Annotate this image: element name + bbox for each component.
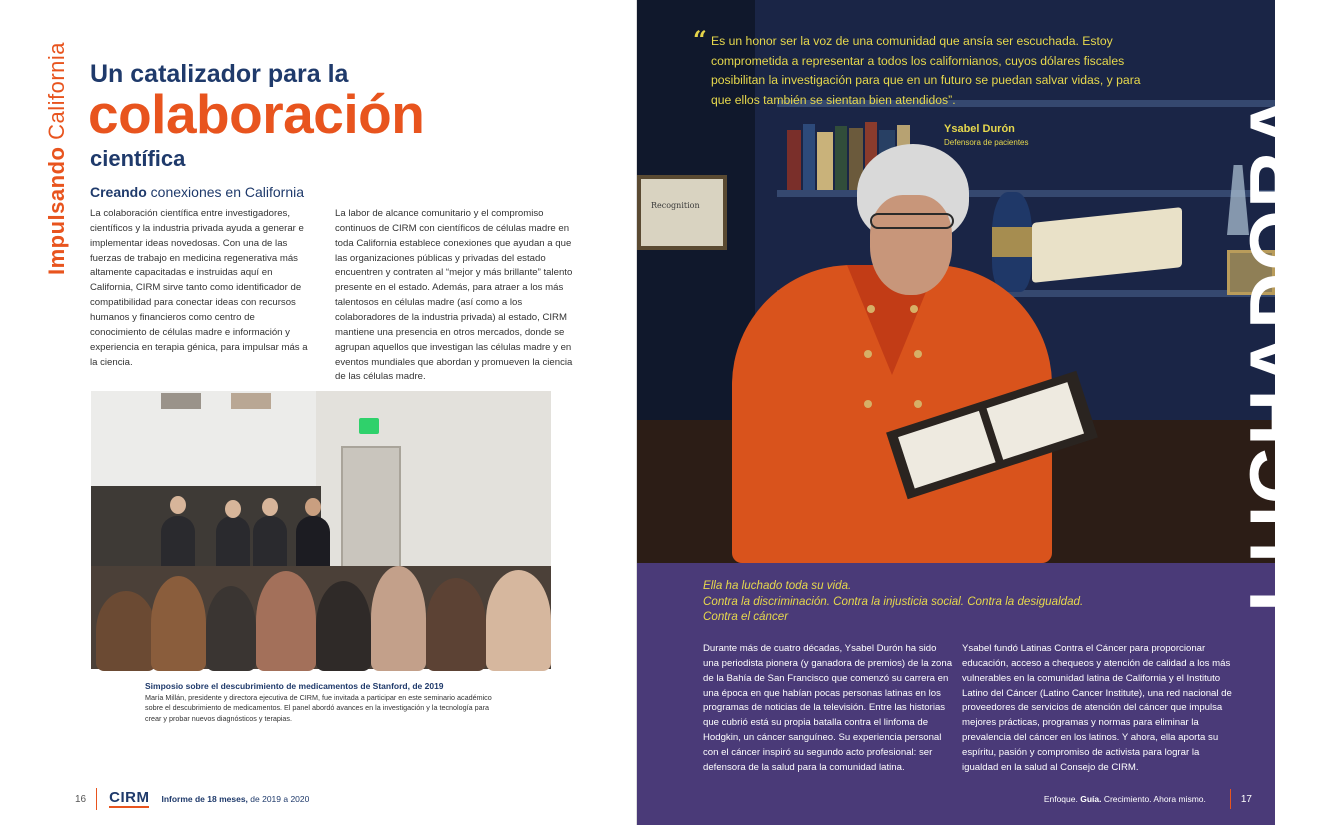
photo-audience-member <box>316 581 371 671</box>
photo-audience-member <box>206 586 256 671</box>
story-column-2: Ysabel fundó Latinas Contra el Cáncer para proporcionar educación, acceso a chequeos y atención de calidad a los más vulnerables en la comunidad latina de California y el Instituto Latino del Cáncer (Latino Cancer Institute), una red nacional de proveedores de servicios de atención del cáncer que impulsa mejores prácticas, programas y normas para eliminar la prevalencia del cáncer en los latinos. Y ahora, ella aporta su espíritu, pasión y compromiso de activista para lograr la igualdad en la salud al Consejo de CIRM. <box>962 643 1232 773</box>
jacket-button <box>864 350 872 358</box>
photo-screen-thumbnail <box>231 393 271 409</box>
side-label-bold: Impulsando <box>44 146 69 275</box>
photo-projection-screen <box>91 391 316 486</box>
footer-tagline <box>1044 794 1206 804</box>
page-number-left: 16 <box>75 793 87 805</box>
jacket-button <box>910 305 918 313</box>
photo-audience-member <box>426 578 486 671</box>
quote-mark-icon: “ <box>693 25 707 54</box>
page-number-right: 17 <box>1240 793 1252 805</box>
photo-panelist-head <box>262 498 278 516</box>
tagline-part-3: Crecimiento. Ahora mismo. <box>1101 794 1206 804</box>
story-column-1: Durante más de cuatro décadas, Ysabel Durón ha sido una periodista pionera (y ganadora de premios) de la zona de la Bahía de San Francisco que comenzó su carrera en una época en que habían pocas personas latinas en los programas de noticias de la televisión. Entre las historias que cubrió está su propia batalla contra el linfoma de Hodgkin, un cáncer sanguíneo. Su experiencia personal con el cáncer inspiró su segundo acto profesional: ser defensora de la salud para la comunidad latina. <box>703 643 953 773</box>
quote-author-name: Ysabel Durón <box>944 123 1015 135</box>
body-column-1: La colaboración científica entre investigadores, científicos y la industria privada ayuda a generar e implementar ideas novedosas. Con una de las fuerzas de trabajo en medicina regenerativa más altamente capacitadas e instruidas aquí en California, CIRM sirve tanto como identificador de compatibilidad para conectar ideas con recursos humanos y financieros como centro de conocimiento de células madre e información y experiencia en terapia génica, para impulsar más a la ciencia. <box>90 208 308 368</box>
section-side-label <box>44 42 70 275</box>
body-column-2: La labor de alcance comunitario y el compromiso continuos de CIRM con científicos de células madre en toda California establece conexiones que ayudan a que las organizaciones públicas y privadas del estado encuentren y contraten al “mejor y más brillante” talento presente en el estado. Además, para atraer a los más talentosos en células madre (así como a los colaboradores de la industria privada) al estado, CIRM mantiene una presencia en otros mercados, donde se agrupan aquellos que investigan las células madre y en eventos mundiales que abordan y promueven la ciencia de las células madre. <box>335 208 573 383</box>
subheading <box>90 184 304 200</box>
jacket-button <box>864 400 872 408</box>
cirm-logo-text: CIRM <box>109 789 150 806</box>
headline-line-1: Un catalizador para la <box>90 60 349 88</box>
side-label-light: California <box>44 41 69 140</box>
portrait-photo <box>637 0 1275 563</box>
headline-line-3: científica <box>90 146 186 171</box>
pull-quote: Es un honor ser la voz de una comunidad que ansía ser escuchada. Estoy comprometida a representar a todos los californianos, cuyos dólares fiscales posibilitan la investigación para que en un futuro se puedan salvar vidas, y para que ellos también se sientan bien atendidos”. <box>711 34 1141 107</box>
story-intro-line-1: Ella ha luchado toda su vida. <box>703 579 852 592</box>
photo-audience-member <box>256 571 316 671</box>
glasses <box>870 213 954 229</box>
cirm-logo <box>109 790 149 808</box>
footer-divider <box>96 788 97 810</box>
headline-line-2: colaboración <box>88 83 425 145</box>
footer-right <box>1044 789 1252 809</box>
quote-author-role: Defensora de pacientes <box>944 138 1029 147</box>
photo-panelist-head <box>305 498 321 516</box>
symposium-photo <box>91 391 551 669</box>
certificate-text: Recognition <box>651 201 700 210</box>
story-intro <box>703 578 1173 625</box>
tagline-part-1: Enfoque. <box>1043 794 1081 804</box>
report-title-rest: de 2019 a 2020 <box>247 794 310 804</box>
report-title <box>161 794 309 804</box>
report-title-bold: Informe de 18 meses, <box>161 794 248 804</box>
photo-caption-title: Simposio sobre el descubrimiento de medicamentos de Stanford, de 2019 <box>145 681 444 691</box>
subheading-bold: Creando <box>90 184 147 200</box>
cirm-logo-underline <box>109 806 149 808</box>
footer-left <box>75 789 309 809</box>
footer-divider <box>1230 789 1231 809</box>
photo-audience-member <box>151 576 206 671</box>
story-intro-line-3: Contra el cáncer <box>703 610 789 624</box>
story-intro-line-2: Contra la discriminación. Contra la injusticia social. Contra la desigualdad. <box>703 594 1084 608</box>
photo-panelist-head <box>170 496 186 514</box>
photo-panelist-head <box>225 500 241 518</box>
jacket-button <box>914 350 922 358</box>
vertical-title: LUCHADORA <box>1233 91 1321 612</box>
photo-audience-member <box>371 566 426 671</box>
jacket-button <box>914 400 922 408</box>
jacket-button <box>867 305 875 313</box>
photo-screen-thumbnail <box>161 393 201 409</box>
face <box>870 195 952 295</box>
left-page <box>0 0 637 825</box>
photo-audience-member <box>96 591 156 671</box>
subheading-rest: conexiones en California <box>146 184 305 200</box>
photo-caption-text: María Millán, presidente y directora ejecutiva de CIRM, fue invitada a participar en este seminario académico sobre el descubrimiento de medicamentos. El panel abordó avances en la investigación y la tecnología para crear y probar nuevos diagnósticos y terapias. <box>145 693 492 723</box>
photo-exit-sign <box>359 418 379 434</box>
story-panel <box>637 563 1275 825</box>
tagline-part-2: Guía. <box>1080 794 1102 804</box>
portrait-subject <box>692 140 1112 563</box>
photo-audience-member <box>486 570 551 671</box>
right-page <box>637 0 1275 825</box>
photo-audience <box>91 566 551 669</box>
